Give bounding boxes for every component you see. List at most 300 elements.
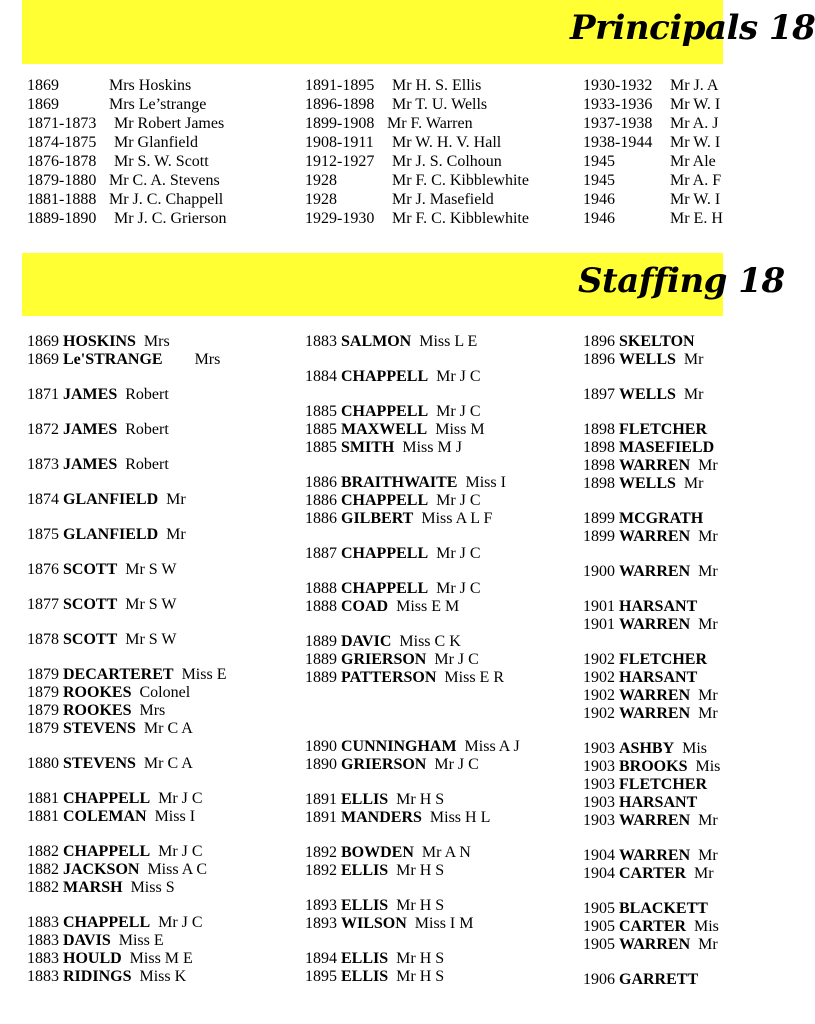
staff-entry — [583, 510, 723, 528]
principal-years: 1928 — [305, 172, 337, 189]
staff-year: 1889 — [305, 633, 341, 650]
staff-given-name: Mr H S — [388, 950, 445, 967]
staff-entry — [27, 843, 297, 861]
staff-year: 1879 — [27, 684, 63, 701]
group-spacer — [583, 723, 723, 740]
staff-entry — [583, 563, 723, 581]
staff-given-name: Mr H S — [388, 791, 445, 808]
staff-year: 1890 — [305, 738, 341, 755]
group-spacer — [305, 721, 575, 738]
staff-entry — [27, 808, 297, 826]
principal-years: 1945 — [583, 172, 615, 189]
staff-given-name: Mr — [675, 351, 704, 368]
staff-surname: HARSANT — [619, 598, 698, 615]
principal-entry — [583, 171, 723, 190]
principal-entry — [305, 95, 570, 114]
staff-entry — [27, 596, 297, 614]
principal-years: 1879-1880 — [27, 172, 97, 189]
staff-surname: WILSON — [341, 915, 407, 932]
staff-surname: FLETCHER — [619, 651, 708, 668]
staff-entry — [583, 333, 723, 351]
staff-given-name: Mr H S — [388, 862, 445, 879]
staff-entry — [27, 631, 297, 649]
staff-given-name: Mr J C — [426, 756, 479, 773]
principal-entry — [305, 76, 570, 95]
principal-years: 1930-1932 — [583, 77, 653, 94]
staff-surname: STEVENS — [63, 720, 136, 737]
group-spacer — [305, 687, 575, 704]
principals-header-band — [22, 0, 815, 64]
staff-surname: ASHBY — [619, 740, 675, 757]
principal-entry — [305, 209, 570, 228]
principal-entry — [305, 114, 570, 133]
staff-year: 1902 — [583, 687, 619, 704]
staff-entry — [27, 879, 297, 897]
staff-surname: ELLIS — [341, 862, 389, 879]
staff-year: 1883 — [27, 932, 63, 949]
principal-years: 1876-1878 — [27, 153, 97, 170]
principal-years: 1899-1908 — [305, 115, 375, 132]
staff-given-name: Mis — [686, 918, 719, 935]
principals-title: Principals 18 — [570, 8, 815, 48]
group-spacer — [305, 616, 575, 633]
staff-surname: ELLIS — [341, 950, 389, 967]
staff-entry — [27, 720, 297, 738]
principal-entry — [583, 95, 723, 114]
staff-surname: MANDERS — [341, 809, 422, 826]
staff-entry — [305, 756, 575, 774]
staff-year: 1886 — [305, 492, 341, 509]
staff-given-name: Mr J C — [428, 545, 481, 562]
staff-given-name: Robert — [117, 421, 169, 438]
principal-entry — [27, 152, 292, 171]
staff-year: 1892 — [305, 862, 341, 879]
staff-given-name: Mrs — [131, 702, 166, 719]
principal-name: Mr W. I — [670, 191, 721, 208]
staff-entry — [305, 862, 575, 880]
staff-surname: CHAPPELL — [341, 368, 429, 385]
staff-given-name: Mr — [158, 526, 186, 543]
principal-name: Mr W. I — [670, 96, 721, 113]
staff-surname: SCOTT — [63, 561, 118, 578]
staffing-header-band — [22, 253, 785, 316]
staffing-title: Staffing 18 — [578, 261, 785, 301]
staff-entry — [305, 598, 575, 616]
staff-given-name: Mr — [690, 847, 718, 864]
staff-entry — [27, 684, 297, 702]
principal-years: 1881-1888 — [27, 191, 97, 208]
staff-surname: SKELTON — [619, 333, 695, 350]
staff-year: 1872 — [27, 421, 63, 438]
staff-surname: CHAPPELL — [63, 843, 151, 860]
staff-entry — [583, 865, 723, 883]
staff-entry — [583, 847, 723, 865]
staff-entry — [305, 545, 575, 563]
staff-given-name: Miss S — [122, 879, 175, 896]
staff-surname: CHAPPELL — [341, 492, 429, 509]
staff-year: 1903 — [583, 758, 619, 775]
staff-given-name: Mr — [690, 616, 718, 633]
staff-entry — [305, 368, 575, 386]
staff-surname: BOWDEN — [341, 844, 414, 861]
staff-given-name: Mr — [690, 528, 718, 545]
group-spacer — [583, 581, 723, 598]
staff-entry — [27, 861, 297, 879]
staff-year: 1905 — [583, 900, 619, 917]
principal-years: 1874-1875 — [27, 134, 97, 151]
staff-surname: WELLS — [619, 386, 676, 403]
staff-year: 1888 — [305, 580, 341, 597]
staff-surname: ROOKES — [63, 684, 132, 701]
staff-entry — [583, 457, 723, 475]
staff-surname: SALMON — [341, 333, 412, 350]
staff-surname: HARSANT — [619, 794, 698, 811]
staff-entry — [27, 351, 297, 369]
staff-given-name: Mr J C — [150, 790, 203, 807]
principal-name: Mr J. Masefield — [392, 191, 494, 208]
staff-given-name: Miss C K — [391, 633, 461, 650]
staff-entry — [305, 669, 575, 687]
staff-entry — [305, 439, 575, 457]
staff-year: 1906 — [583, 971, 619, 988]
group-spacer — [27, 544, 297, 561]
staff-surname: JAMES — [63, 386, 118, 403]
staff-year: 1898 — [583, 475, 619, 492]
principals-column-2 — [305, 76, 570, 228]
staff-given-name: Miss I — [457, 474, 506, 491]
staff-entry — [305, 651, 575, 669]
principal-years: 1946 — [583, 210, 615, 227]
staff-surname: PATTERSON — [341, 669, 437, 686]
staff-year: 1892 — [305, 844, 341, 861]
principal-name: Mr S. W. Scott — [114, 153, 209, 170]
staff-given-name: Robert — [117, 386, 169, 403]
staff-surname: HOSKINS — [63, 333, 136, 350]
group-spacer — [305, 880, 575, 897]
staff-entry — [583, 971, 723, 989]
principal-years: 1889-1890 — [27, 210, 97, 227]
staff-surname: MCGRATH — [619, 510, 704, 527]
staff-year: 1888 — [305, 598, 341, 615]
staff-surname: COAD — [341, 598, 389, 615]
principal-entry — [27, 209, 292, 228]
staff-surname: GILBERT — [341, 510, 414, 527]
staff-given-name: Mr S W — [117, 631, 177, 648]
principal-years: 1946 — [583, 191, 615, 208]
staff-given-name: Miss I — [146, 808, 196, 825]
group-spacer — [583, 493, 723, 510]
staff-surname: WARREN — [619, 563, 691, 580]
staff-year: 1904 — [583, 865, 619, 882]
principals-column-3 — [583, 76, 723, 228]
staff-entry — [305, 968, 575, 986]
staff-given-name: Mr A N — [413, 844, 471, 861]
staff-year: 1898 — [583, 457, 619, 474]
staff-year: 1903 — [583, 812, 619, 829]
principal-name: Mr J. C. Grierson — [114, 210, 227, 227]
staff-surname: CHAPPELL — [63, 790, 151, 807]
staff-entry — [27, 790, 297, 808]
staff-surname: CHAPPELL — [63, 914, 151, 931]
staff-surname: WARREN — [619, 705, 691, 722]
staff-surname: BLACKETT — [619, 900, 708, 917]
staff-year: 1904 — [583, 847, 619, 864]
staff-given-name: Mr H S — [388, 897, 445, 914]
staff-given-name: Mr J C — [426, 651, 479, 668]
staff-surname: WELLS — [619, 475, 676, 492]
staff-surname: STEVENS — [63, 755, 136, 772]
staff-year: 1891 — [305, 809, 341, 826]
staff-given-name: Mr — [690, 936, 718, 953]
staff-entry — [305, 403, 575, 421]
staff-entry — [583, 705, 723, 723]
principal-entry — [27, 171, 292, 190]
group-spacer — [27, 369, 297, 386]
principal-entry — [583, 76, 723, 95]
staff-entry — [305, 738, 575, 756]
staff-surname: RIDINGS — [63, 968, 132, 985]
principal-years: 1896-1898 — [305, 96, 375, 113]
staff-year: 1880 — [27, 755, 63, 772]
staff-entry — [305, 897, 575, 915]
staff-given-name: Mr J C — [428, 580, 481, 597]
staff-surname: COLEMAN — [63, 808, 147, 825]
staff-entry — [583, 740, 723, 758]
staff-year: 1871 — [27, 386, 63, 403]
group-spacer — [305, 827, 575, 844]
principal-name: Mr Ale — [670, 153, 716, 170]
staff-year: 1901 — [583, 616, 619, 633]
staff-given-name: Mrs — [162, 351, 221, 368]
staff-year: 1879 — [27, 702, 63, 719]
principal-name: Mrs Le’strange — [109, 96, 207, 113]
group-spacer — [305, 704, 575, 721]
principal-years: 1929-1930 — [305, 210, 375, 227]
group-spacer — [305, 351, 575, 368]
principal-years: 1908-1911 — [305, 134, 374, 151]
principal-entry — [27, 133, 292, 152]
staff-year: 1903 — [583, 740, 619, 757]
staff-given-name: Mr H S — [388, 968, 445, 985]
staff-surname: BRAITHWAITE — [341, 474, 458, 491]
principal-name: Mr H. S. Ellis — [392, 77, 482, 94]
principal-name: Mrs Hoskins — [109, 77, 192, 94]
staff-year: 1893 — [305, 915, 341, 932]
principal-years: 1945 — [583, 153, 615, 170]
staff-entry — [27, 386, 297, 404]
staff-surname: FLETCHER — [619, 421, 708, 438]
staff-given-name: Mr J C — [428, 368, 481, 385]
staff-entry — [305, 950, 575, 968]
staff-given-name: Mr J C — [428, 403, 481, 420]
principal-entry — [583, 190, 723, 209]
staff-year: 1902 — [583, 669, 619, 686]
principal-years: 1869 — [27, 96, 59, 113]
staff-surname: HOULD — [63, 950, 122, 967]
group-spacer — [27, 439, 297, 456]
staff-year: 1905 — [583, 918, 619, 935]
staff-entry — [305, 474, 575, 492]
principal-name: Mr W. I — [670, 134, 721, 151]
staff-entry — [27, 666, 297, 684]
staff-entry — [27, 932, 297, 950]
staff-entry — [27, 421, 297, 439]
staff-year: 1885 — [305, 439, 341, 456]
staff-given-name: Miss L E — [411, 333, 478, 350]
principal-entry — [583, 114, 723, 133]
staff-entry — [583, 475, 723, 493]
staff-year: 1891 — [305, 791, 341, 808]
staff-given-name: Mr — [690, 457, 718, 474]
staff-given-name: Miss E M — [388, 598, 460, 615]
principal-name: Mr W. H. V. Hall — [392, 134, 502, 151]
staff-year: 1874 — [27, 491, 63, 508]
principal-entry — [27, 95, 292, 114]
staff-entry — [583, 439, 723, 457]
staff-given-name: Mr C A — [135, 720, 193, 737]
staff-year: 1885 — [305, 421, 341, 438]
staff-year: 1903 — [583, 794, 619, 811]
staff-entry — [583, 794, 723, 812]
staff-surname: Le'STRANGE — [63, 351, 163, 368]
staff-given-name: Miss A L F — [413, 510, 493, 527]
staff-surname: WELLS — [619, 351, 676, 368]
staff-entry — [305, 492, 575, 510]
staff-entry — [305, 580, 575, 598]
staff-surname: JAMES — [63, 456, 118, 473]
staff-surname: GRIERSON — [341, 756, 427, 773]
staff-given-name: Mr — [675, 386, 704, 403]
principal-entry — [583, 209, 723, 228]
staff-surname: WARREN — [619, 457, 691, 474]
staff-entry — [583, 421, 723, 439]
group-spacer — [27, 509, 297, 526]
staff-given-name: Mr — [686, 865, 714, 882]
staff-year: 1882 — [27, 879, 63, 896]
staff-entry — [27, 333, 297, 351]
staff-given-name: Miss A C — [139, 861, 208, 878]
staff-surname: GLANFIELD — [63, 526, 159, 543]
staff-year: 1889 — [305, 669, 341, 686]
principal-name: Mr C. A. Stevens — [109, 172, 220, 189]
staffing-column-1 — [27, 333, 297, 986]
staff-entry — [583, 351, 723, 369]
staff-given-name: Mr — [158, 491, 186, 508]
principals-column-1 — [27, 76, 292, 228]
group-spacer — [305, 774, 575, 791]
staff-year: 1882 — [27, 861, 63, 878]
group-spacer — [27, 474, 297, 491]
group-spacer — [27, 404, 297, 421]
staff-entry — [583, 669, 723, 687]
staff-entry — [583, 598, 723, 616]
staff-surname: WARREN — [619, 812, 691, 829]
principal-name: Mr A. J — [670, 115, 719, 132]
staff-surname: CARTER — [619, 865, 686, 882]
staff-year: 1897 — [583, 386, 619, 403]
staff-year: 1883 — [27, 914, 63, 931]
staff-given-name: Mr — [690, 687, 718, 704]
principal-years: 1871-1873 — [27, 115, 97, 132]
principal-years: 1891-1895 — [305, 77, 375, 94]
principal-entry — [305, 190, 570, 209]
staff-given-name: Mis — [687, 758, 721, 775]
principal-entry — [305, 133, 570, 152]
staff-given-name: Miss A J — [456, 738, 520, 755]
staff-given-name: Miss E R — [436, 669, 504, 686]
staff-entry — [27, 702, 297, 720]
staff-year: 1903 — [583, 776, 619, 793]
staff-given-name: Miss H L — [421, 809, 491, 826]
principal-entry — [583, 152, 723, 171]
staff-surname: SMITH — [341, 439, 395, 456]
principal-name: Mr J. C. Chappell — [109, 191, 224, 208]
staff-surname: WARREN — [619, 847, 691, 864]
staff-year: 1879 — [27, 720, 63, 737]
staff-surname: MASEFIELD — [619, 439, 715, 456]
staff-year: 1896 — [583, 351, 619, 368]
staff-year: 1890 — [305, 756, 341, 773]
staff-surname: JAMES — [63, 421, 118, 438]
group-spacer — [27, 649, 297, 666]
staff-year: 1886 — [305, 510, 341, 527]
principal-name: Mr F. C. Kibblewhite — [392, 172, 529, 189]
principal-name: Mr T. U. Wells — [392, 96, 488, 113]
staff-year: 1901 — [583, 598, 619, 615]
staff-surname: SCOTT — [63, 631, 118, 648]
staff-surname: CUNNINGHAM — [341, 738, 457, 755]
staff-entry — [583, 812, 723, 830]
staff-year: 1887 — [305, 545, 341, 562]
staff-given-name: Mr J C — [150, 843, 203, 860]
staff-surname: MAXWELL — [341, 421, 428, 438]
staff-given-name: Robert — [117, 456, 169, 473]
staff-year: 1885 — [305, 403, 341, 420]
principal-name: Mr J. S. Colhoun — [392, 153, 502, 170]
group-spacer — [305, 457, 575, 474]
staff-year: 1876 — [27, 561, 63, 578]
staff-surname: CHAPPELL — [341, 403, 429, 420]
staff-year: 1883 — [305, 333, 341, 350]
group-spacer — [27, 773, 297, 790]
principal-name: Mr F. Warren — [387, 115, 473, 132]
staff-year: 1896 — [583, 333, 619, 350]
staff-year: 1882 — [27, 843, 63, 860]
staff-given-name: Colonel — [131, 684, 191, 701]
staff-given-name: Miss M J — [394, 439, 462, 456]
staff-year: 1895 — [305, 968, 341, 985]
principal-years: 1912-1927 — [305, 153, 375, 170]
staff-year: 1869 — [27, 351, 63, 368]
staff-given-name: Mr — [675, 475, 704, 492]
group-spacer — [583, 954, 723, 971]
staff-entry — [583, 776, 723, 794]
staff-given-name: Mis — [674, 740, 708, 757]
staff-year: 1898 — [583, 439, 619, 456]
staff-surname: GARRETT — [619, 971, 699, 988]
staff-year: 1905 — [583, 936, 619, 953]
staff-entry — [27, 561, 297, 579]
group-spacer — [305, 528, 575, 545]
staff-year: 1899 — [583, 528, 619, 545]
staff-entry — [305, 421, 575, 439]
staff-given-name: Miss K — [131, 968, 187, 985]
staff-year: 1900 — [583, 563, 619, 580]
staff-given-name: Mr — [690, 563, 718, 580]
principal-entry — [27, 190, 292, 209]
group-spacer — [583, 634, 723, 651]
principal-years: 1869 — [27, 77, 59, 94]
